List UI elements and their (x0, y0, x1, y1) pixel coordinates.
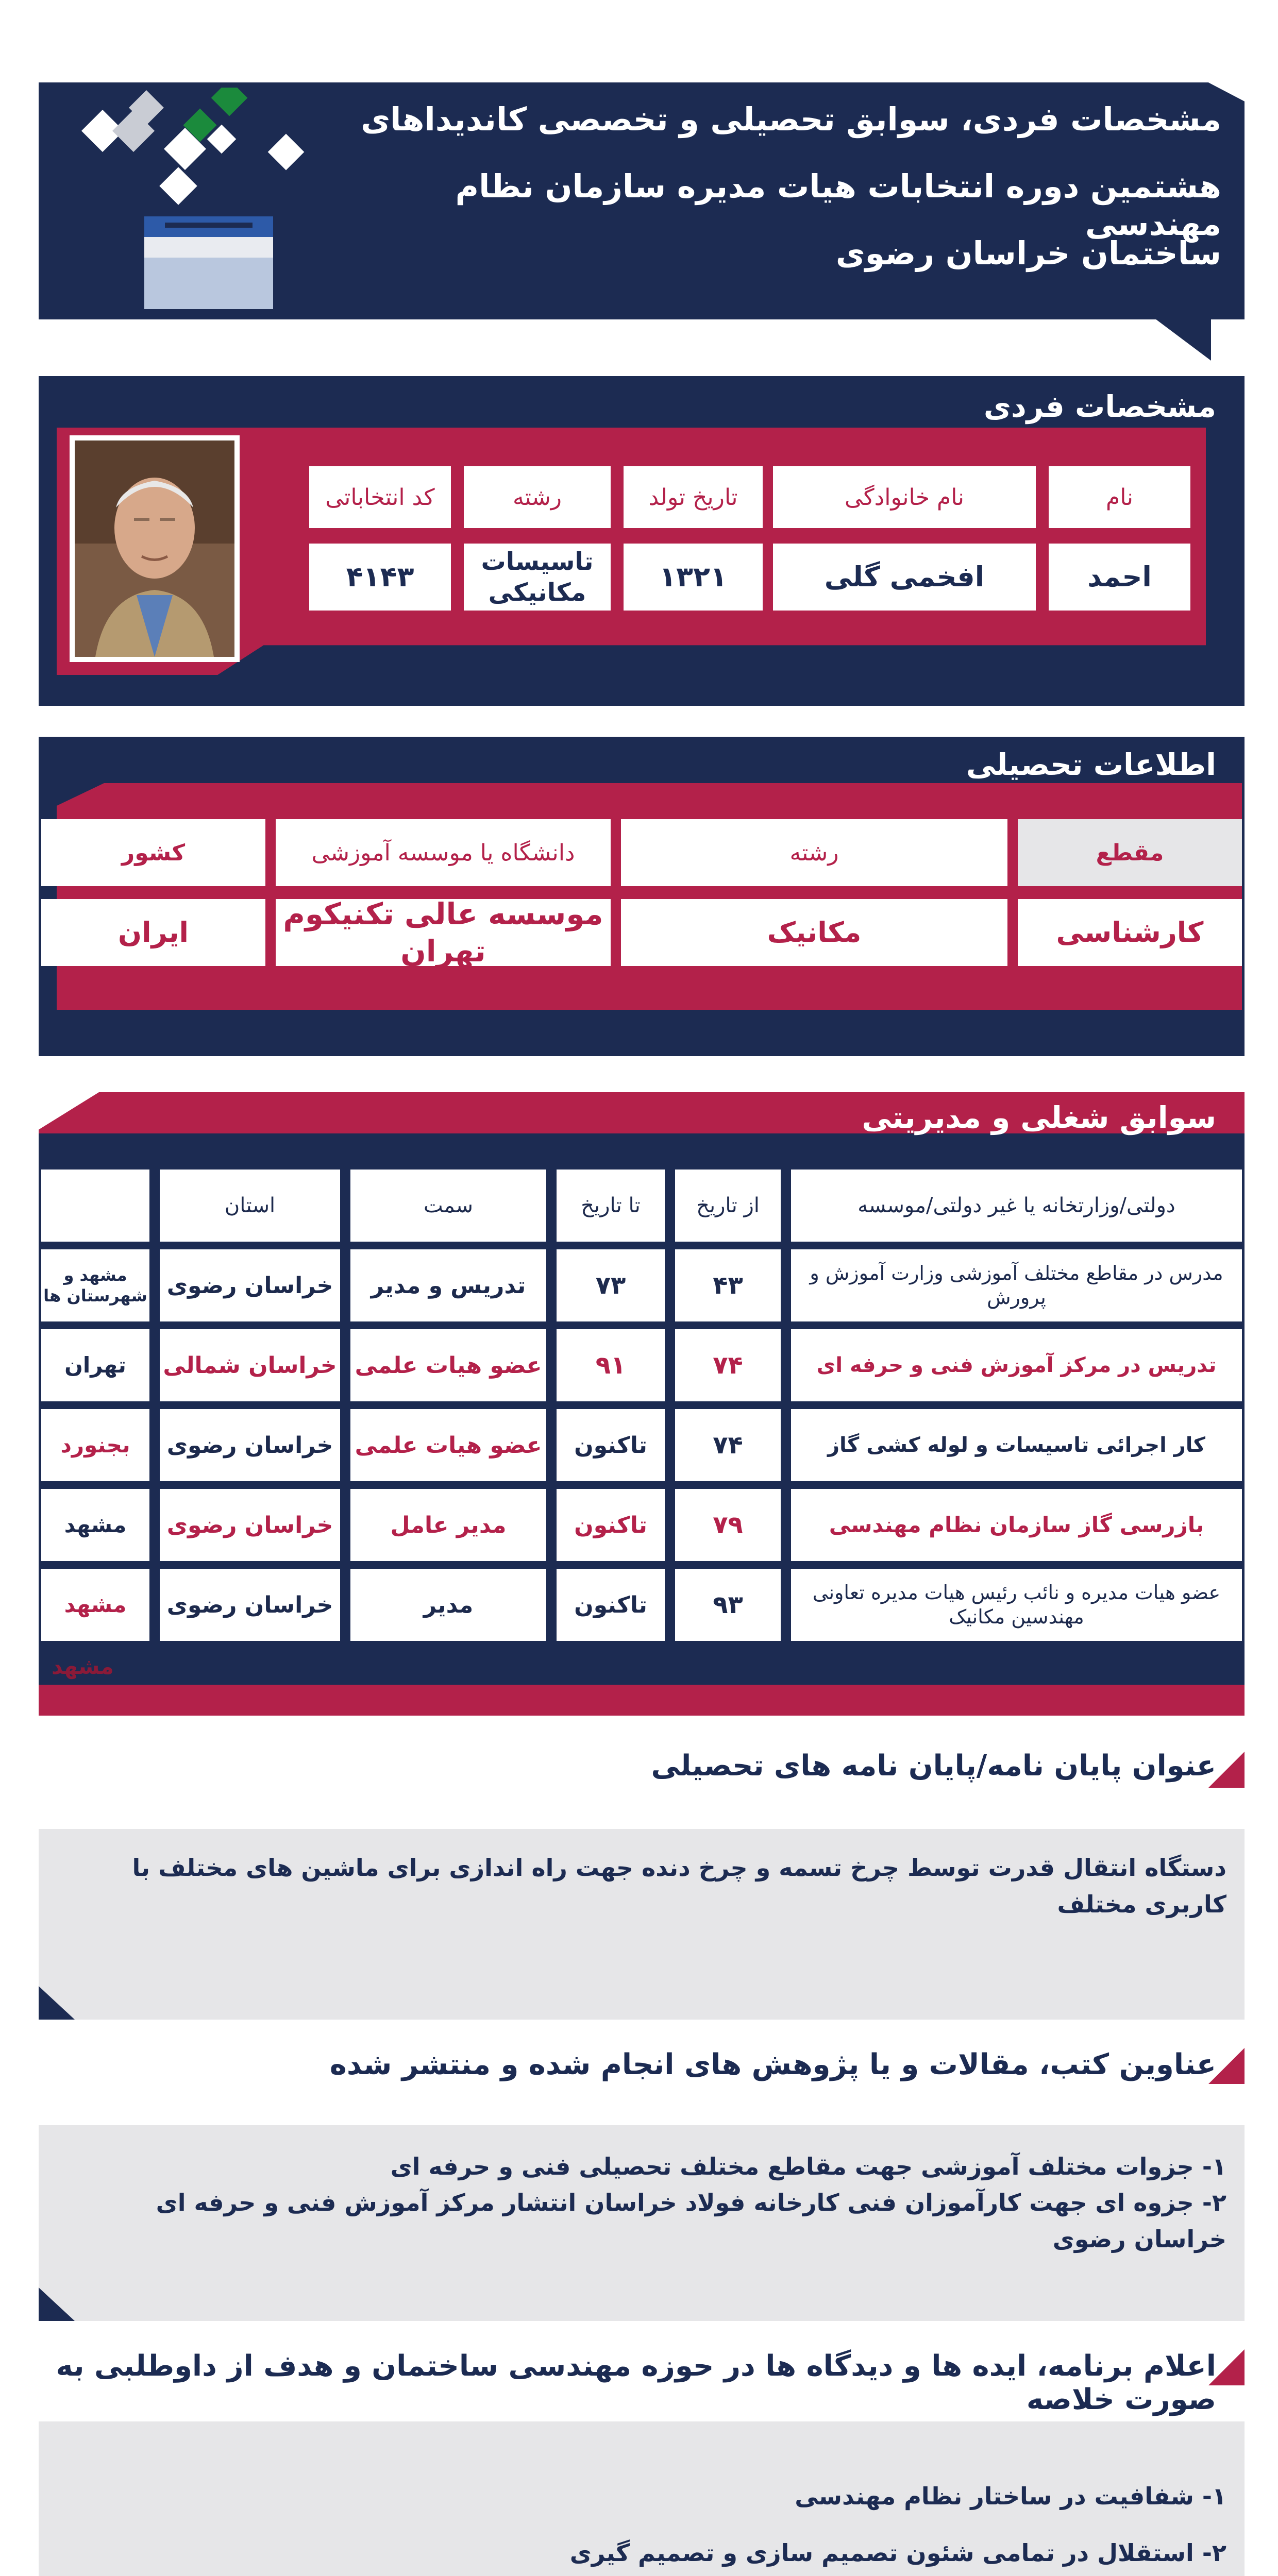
personal-header-name: نام (1049, 466, 1190, 528)
personal-title: مشخصات فردی (983, 389, 1216, 424)
books-title: عناوین کتب، مقالات و یا پژوهش های انجام شده و منتشر شده (329, 2048, 1216, 2081)
jobs-header-from: از تاریخ (675, 1170, 781, 1242)
education-value-field: مکانیک (621, 899, 1007, 966)
header-title-line-1: مشخصات فردی، سوابق تحصیلی و تخصصی کاندیداهای (361, 100, 1221, 138)
jobs-row-4-org: بازرسی گاز سازمان نظام مهندسی (791, 1489, 1242, 1561)
jobs-overflow-text: مشهد (52, 1654, 114, 1679)
personal-header-code: کد انتخاباتی (309, 466, 451, 528)
education-header-university: دانشگاه یا موسسه آموزشی (276, 819, 611, 886)
education-title: اطلاعات تحصیلی (966, 747, 1216, 782)
jobs-row-5-city: مشهد (41, 1569, 149, 1641)
jobs-row-1-city: مشهد و شهرستان ها (41, 1249, 149, 1321)
personal-value-code: ۴۱۴۳ (309, 544, 451, 611)
thesis-title: عنوان پایان نامه/پایان نامه های تحصیلی (651, 1749, 1216, 1783)
jobs-row-4-city: مشهد (41, 1489, 149, 1561)
education-header-degree: مقطع (1018, 819, 1242, 886)
jobs-row-3-to: تاکنون (557, 1409, 665, 1481)
personal-value-name: احمد (1049, 544, 1190, 611)
header-title-line-2: هشتمین دوره انتخابات هیات مدیره سازمان نظام مهندسی (455, 167, 1221, 243)
jobs-header-org: دولتی/وزارتخانه یا غیر دولتی/موسسه (791, 1170, 1242, 1242)
jobs-row-2-role: عضو هیات علمی (350, 1329, 546, 1401)
books-item-2: ۲- جزوه ای جهت کارآموزان فنی کارخانه فولاد خراسان انتشار مرکز آموزش فنی و حرفه ای خراسان رضوی (156, 2189, 1226, 2253)
program-item-1: ۱- شفافیت در ساختار نظام مهندسی (795, 2482, 1226, 2510)
program-item-2: ۲- استقلال در تمامی شئون تصمیم سازی و تصمیم گیری (569, 2539, 1226, 2567)
jobs-row-5-from: ۹۳ (675, 1569, 781, 1641)
jobs-row-3-from: ۷۴ (675, 1409, 781, 1481)
header-banner-tail (1149, 314, 1211, 361)
jobs-row-4-from: ۷۹ (675, 1489, 781, 1561)
jobs-title: سوابق شغلی و مدیریتی (862, 1100, 1216, 1135)
education-value-degree: کارشناسی (1018, 899, 1242, 966)
jobs-row-2-org: تدریس در مرکز آموزش فنی و حرفه ای (791, 1329, 1242, 1401)
jobs-row-3-city: بجنورد (41, 1409, 149, 1481)
education-header-country: کشور (41, 819, 265, 886)
jobs-row-2-to: ۹۱ (557, 1329, 665, 1401)
jobs-row-5-to: تاکنون (557, 1569, 665, 1641)
personal-header-field: رشته (464, 466, 611, 528)
jobs-header-role: سمت (350, 1170, 546, 1242)
personal-value-birth: ۱۳۲۱ (624, 544, 763, 611)
personal-value-family: افخمی گلی (773, 544, 1036, 611)
jobs-row-1-from: ۴۳ (675, 1249, 781, 1321)
jobs-row-1-province: خراسان رضوی (160, 1249, 340, 1321)
personal-value-field: تاسیسات مکانیکی (464, 544, 611, 611)
jobs-header-province: استان (160, 1170, 340, 1242)
books-item-1: ۱- جزوات مختلف آموزشی جهت مقاطع مختلف تحصیلی فنی و حرفه ای (390, 2153, 1226, 2180)
education-value-country: ایران (41, 899, 265, 966)
jobs-row-4-role: مدیر عامل (350, 1489, 546, 1561)
jobs-row-1-to: ۷۳ (557, 1249, 665, 1321)
education-value-university: موسسه عالی تکنیکوم تهران (276, 899, 611, 966)
thesis-text: دستگاه انتقال قدرت توسط چرخ تسمه و چرخ دنده جهت راه اندازی برای ماشین های مختلف با کاربری مختلف (132, 1854, 1226, 1919)
jobs-header-to: تا تاریخ (557, 1170, 665, 1242)
jobs-row-5-province: خراسان رضوی (160, 1569, 340, 1641)
education-section-panel (57, 783, 1242, 1010)
header-title-line-3: ساختمان خراسان رضوی (835, 234, 1221, 272)
jobs-row-5-role: مدیر (350, 1569, 546, 1641)
education-header-field: رشته (621, 819, 1007, 886)
program-title: اعلام برنامه، ایده ها و دیدگاه ها در حوزه مهندسی ساختمان و هدف از داوطلبی به صورت خلاصه (56, 2349, 1216, 2416)
jobs-row-3-role: عضو هیات علمی (350, 1409, 546, 1481)
jobs-row-2-province: خراسان شمالی (160, 1329, 340, 1401)
jobs-row-3-province: خراسان رضوی (160, 1409, 340, 1481)
jobs-row-5-org: عضو هیات مدیره و نائب رئیس هیات مدیره تعاونی مهندسین مکانیک (791, 1569, 1242, 1641)
jobs-row-1-org: مدرس در مقاطع مختلف آموزشی وزارت آموزش و پرورش (791, 1249, 1242, 1321)
candidate-photo (70, 435, 240, 662)
ballot-box-icon (62, 88, 330, 314)
personal-header-family: نام خانوادگی (773, 466, 1036, 528)
jobs-row-2-from: ۷۴ (675, 1329, 781, 1401)
personal-header-birth: تاریخ تولد (624, 466, 763, 528)
jobs-row-3-org: کار اجرائی تاسیسات و لوله کشی گاز (791, 1409, 1242, 1481)
jobs-row-4-province: خراسان رضوی (160, 1489, 340, 1561)
jobs-row-2-city: تهران (41, 1329, 149, 1401)
jobs-row-4-to: تاکنون (557, 1489, 665, 1561)
jobs-header-city (41, 1170, 149, 1242)
jobs-row-1-role: تدریس و مدیر (350, 1249, 546, 1321)
